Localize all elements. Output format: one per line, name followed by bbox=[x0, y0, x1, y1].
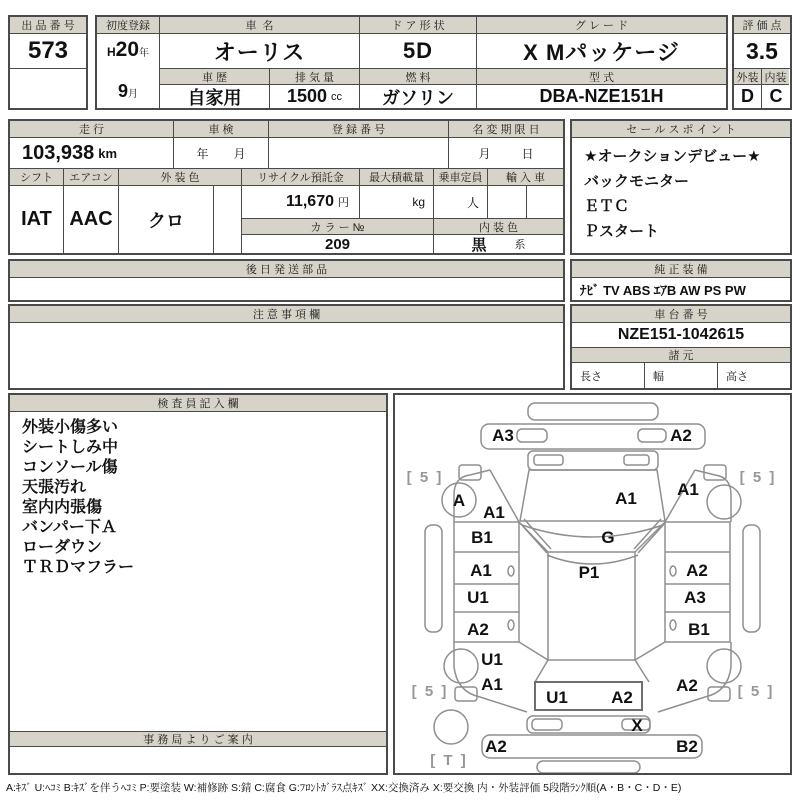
rear-left-wheel bbox=[444, 649, 478, 683]
inspector-remark: 天張汚れ bbox=[22, 479, 87, 496]
right-rocker-panel bbox=[743, 525, 760, 632]
damage-label-right-door-2: A3 bbox=[684, 588, 706, 607]
damage-label-left-door-2: A1 bbox=[470, 561, 492, 580]
mileage-value: 103,938 km bbox=[10, 138, 174, 169]
damage-label-right-door-3: B1 bbox=[688, 620, 710, 639]
aircon-header: エアコン bbox=[64, 169, 119, 186]
notes-body bbox=[10, 323, 563, 388]
grade-header: グ レ ー ド bbox=[477, 17, 726, 34]
sales-point-item: バックモニター bbox=[584, 173, 690, 190]
hood-vent-left bbox=[534, 455, 563, 465]
details-table bbox=[8, 119, 565, 255]
score-header: 評 価 点 bbox=[734, 17, 790, 34]
max-payload-header: 最大積載量 bbox=[360, 169, 434, 186]
lot-number-value: 573 bbox=[10, 34, 86, 69]
damage-label-left-door-4: A2 bbox=[467, 620, 489, 639]
roof-front-arc bbox=[522, 525, 663, 537]
damage-diagram-box bbox=[393, 393, 792, 775]
mileage-header: 走 行 bbox=[10, 121, 174, 138]
windshield-panel bbox=[520, 470, 665, 521]
office-notice-header: 事 務 局 よ り ご 案 内 bbox=[10, 731, 386, 747]
import-value-cell-1 bbox=[488, 186, 527, 219]
capacity-value: 人 bbox=[434, 186, 488, 219]
door-handle bbox=[508, 566, 514, 576]
lot-number-empty-cell bbox=[10, 69, 86, 108]
headlight-right bbox=[638, 429, 666, 442]
capacity-header: 乗車定員 bbox=[434, 169, 488, 186]
damage-label-right-fender: A1 bbox=[677, 480, 699, 499]
recycle-deposit-header: リサイクル預託金 bbox=[242, 169, 360, 186]
later-parts-header: 後 日 発 送 部 品 bbox=[10, 261, 563, 278]
model-code-value: DBA-NZE151H bbox=[539, 86, 664, 106]
damage-label-roof: P1 bbox=[578, 563, 600, 582]
shaken-header: 車 検 bbox=[174, 121, 269, 138]
hood-panel bbox=[528, 451, 658, 470]
rear-bumper-strip bbox=[482, 735, 702, 758]
fuel-header: 燃 料 bbox=[360, 69, 477, 85]
sales-point-item: ＥＴＣ bbox=[584, 198, 630, 215]
tire-depth-bracket-rear-left: [ 5 ] bbox=[411, 683, 449, 700]
color-no-header: カ ラ ー № bbox=[242, 219, 434, 235]
damage-label-left-quarter-1: U1 bbox=[481, 650, 503, 669]
displacement-value: 1500 cc bbox=[270, 85, 360, 108]
interior-color-value: 黒 系 bbox=[471, 236, 526, 254]
later-parts-body bbox=[10, 278, 563, 300]
color-no-value: 209 bbox=[242, 235, 434, 253]
door-handle bbox=[508, 620, 514, 630]
model-code-header: 型 式 bbox=[477, 69, 726, 85]
spec-height-cell: 高さ bbox=[726, 370, 748, 383]
damage-label-front-strip-left: A3 bbox=[492, 426, 514, 445]
shaken-value: 年 月 bbox=[174, 138, 269, 169]
inspector-remarks-list bbox=[10, 412, 386, 731]
damage-label-right-quarter: A2 bbox=[676, 676, 698, 695]
inspector-remark: ＴＲＤマフラー bbox=[22, 559, 135, 576]
damage-label-front-strip-right: A2 bbox=[670, 426, 692, 445]
interior-grade-value: C bbox=[769, 86, 783, 106]
notes-header: 注 意 事 項 欄 bbox=[10, 306, 563, 323]
spare-tire-bracket: [ T ] bbox=[430, 752, 468, 769]
damage-label-roof-front: G bbox=[601, 528, 615, 547]
inspector-remark: コンソール傷 bbox=[22, 459, 118, 476]
grade-value: X Mパッケージ bbox=[477, 34, 726, 69]
door-handle bbox=[670, 566, 676, 576]
exterior-grade-header: 外装 bbox=[734, 69, 762, 85]
inspector-box bbox=[8, 393, 388, 775]
exterior-grade-value: D bbox=[734, 85, 762, 108]
first-registration-cell bbox=[97, 34, 160, 108]
sales-point-item: Ｐスタート bbox=[584, 223, 660, 240]
left-mudflap bbox=[455, 687, 477, 701]
right-mudflap bbox=[708, 687, 730, 701]
notes-box bbox=[8, 304, 565, 390]
exterior-color-extra-cell bbox=[214, 186, 242, 253]
damage-label-left-quarter-2: A1 bbox=[481, 675, 503, 694]
headlight-left bbox=[517, 429, 547, 442]
damage-label-rear-window-left: U1 bbox=[546, 688, 568, 707]
damage-label-front-left-wheel: A bbox=[452, 491, 466, 510]
inspector-remark: ローダウン bbox=[22, 539, 103, 556]
front-bumper-top bbox=[528, 403, 658, 420]
inspector-remark: シートしみ中 bbox=[22, 439, 119, 456]
aircon-value: AAC bbox=[64, 186, 119, 253]
rear-bumper-bottom bbox=[537, 761, 640, 773]
interior-color-header: 内 装 色 bbox=[434, 219, 563, 235]
import-value-cell-2 bbox=[527, 186, 563, 219]
first-registration-month: 9月 bbox=[117, 81, 138, 101]
damage-label-rear-bumper-right: B2 bbox=[676, 737, 698, 756]
tire-depth-bracket-front-right: [ 5 ] bbox=[739, 469, 777, 486]
damage-label-windshield: A1 bbox=[615, 489, 637, 508]
interior-grade-header: 内装 bbox=[761, 69, 789, 85]
rear-right-wheel bbox=[707, 649, 741, 683]
damage-label-rear-window-right: A2 bbox=[611, 688, 633, 707]
left-rocker-panel bbox=[425, 525, 442, 632]
first-registration-header: 初度登録 bbox=[97, 17, 160, 34]
inspector-remark: バンパー下Ａ bbox=[22, 519, 117, 536]
sales-points-list bbox=[572, 138, 790, 253]
damage-label-rear-bumper-left: A2 bbox=[485, 737, 507, 756]
rear-pillar-lines bbox=[535, 660, 649, 682]
window-frame-lines bbox=[519, 522, 665, 660]
lot-number-header: 出 品 番 号 bbox=[10, 17, 86, 34]
damage-label-left-fender: A1 bbox=[483, 503, 505, 522]
front-right-wheel bbox=[707, 485, 741, 519]
first-registration-year: H20年 bbox=[106, 38, 150, 61]
door-shape-header: ド ア 形 状 bbox=[360, 17, 477, 34]
damage-label-left-door-1: B1 bbox=[471, 528, 493, 547]
sales-points-header: セ ー ル ス ポ イ ン ト bbox=[572, 121, 790, 138]
sales-point-item: ★オークションデビュー★ bbox=[584, 148, 761, 165]
door-handle bbox=[670, 620, 676, 630]
inspector-remark: 室内内張傷 bbox=[22, 499, 103, 516]
chassis-number-header: 車 台 番 号 bbox=[572, 306, 790, 323]
displacement-header: 排 気 量 bbox=[270, 69, 360, 85]
shift-header: シフト bbox=[10, 169, 64, 186]
equipment-header: 純 正 装 備 bbox=[572, 261, 790, 278]
tire-depth-bracket-rear-right: [ 5 ] bbox=[737, 683, 775, 700]
shift-value: IAT bbox=[10, 186, 64, 253]
spec-length-cell: 長さ bbox=[572, 363, 645, 388]
equipment-box bbox=[570, 259, 792, 302]
roof-corner-left-lines bbox=[520, 519, 551, 553]
car-history-value: 自家用 bbox=[160, 85, 270, 108]
spec-width-cell: 幅 bbox=[645, 363, 718, 388]
equipment-list: ﾅﾋﾞ TV ABS ｴｱB AW PS PW bbox=[580, 282, 746, 298]
car-name-value: オーリス bbox=[160, 34, 360, 69]
car-history-header: 車 歴 bbox=[160, 69, 270, 85]
registration-number-header: 登 録 番 号 bbox=[269, 121, 449, 138]
tire-depth-bracket-front-left: [ 5 ] bbox=[406, 469, 444, 486]
lot-number-box bbox=[8, 15, 88, 110]
taillight-left bbox=[532, 719, 562, 730]
import-header: 輸 入 車 bbox=[488, 169, 563, 186]
door-shape-value: 5D bbox=[360, 34, 477, 69]
legend-line: A:ｷｽﾞ U:ﾍｺﾐ B:ｷｽﾞを伴うﾍｺﾐ P:要塗装 W:補修跡 S:錆 C:腐食 G:ﾌﾛﾝﾄｶﾞﾗｽ点ｷｽﾞ XX:交換済み X:要交換 内・外装評価 5段階ﾗﾝｸ順(A・B・C・D・E) bbox=[6, 782, 682, 794]
sales-points-box bbox=[570, 119, 792, 255]
hood-vent-right bbox=[624, 455, 649, 465]
car-name-header: 車 名 bbox=[160, 17, 360, 34]
fuel-value: ガソリン bbox=[360, 85, 477, 108]
chassis-number-value: NZE151-1042615 bbox=[572, 323, 790, 348]
car-damage-diagram bbox=[395, 395, 790, 773]
exterior-color-value: クロ bbox=[119, 186, 214, 253]
vehicle-info-table bbox=[95, 15, 728, 110]
damage-label-right-door-1: A2 bbox=[686, 561, 708, 580]
inspector-header: 検 査 員 記 入 欄 bbox=[10, 395, 386, 412]
inspector-remark: 外装小傷多い bbox=[22, 419, 119, 436]
name-change-deadline-header: 名 変 期 限 日 bbox=[449, 121, 563, 138]
exterior-color-header: 外 装 色 bbox=[119, 169, 242, 186]
max-payload-value: kg bbox=[360, 186, 434, 219]
chassis-box bbox=[570, 304, 792, 390]
spare-tire bbox=[434, 710, 468, 744]
recycle-deposit-value: 11,670 円 bbox=[242, 186, 360, 219]
damage-label-taillight: X bbox=[631, 716, 643, 735]
office-notice-body bbox=[10, 747, 386, 773]
later-parts-box bbox=[8, 259, 565, 302]
score-box bbox=[732, 15, 792, 110]
score-value: 3.5 bbox=[734, 34, 790, 69]
damage-label-left-door-3: U1 bbox=[467, 588, 489, 607]
registration-number-value bbox=[269, 138, 449, 169]
name-change-deadline-value: 月 日 bbox=[449, 138, 563, 169]
specs-header: 諸 元 bbox=[572, 348, 790, 363]
